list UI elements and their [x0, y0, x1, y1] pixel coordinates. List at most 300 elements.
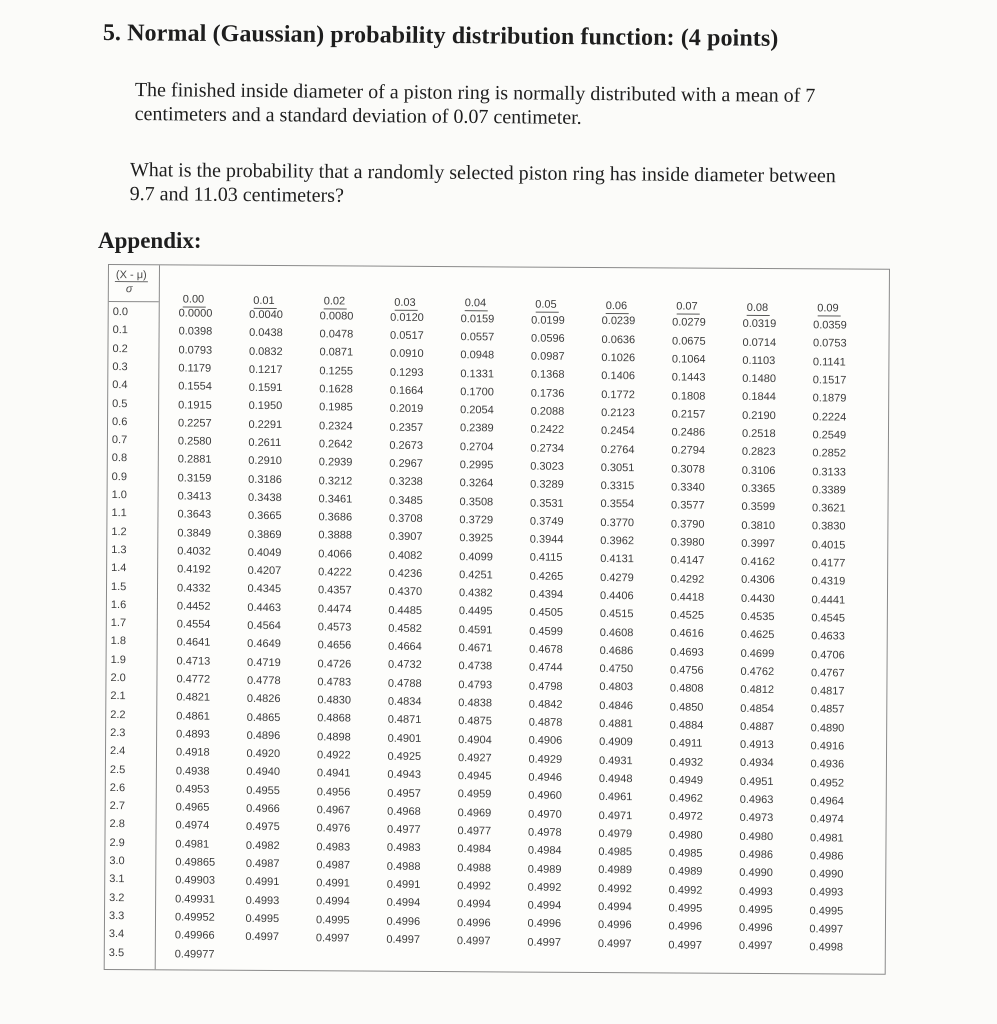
table-cell: 0.0000	[178, 307, 213, 320]
table-cell: 0.0359	[813, 319, 847, 332]
table-cell: 0.2123	[601, 406, 635, 420]
table-cell: 0.4997	[386, 933, 421, 946]
table-cell: 0.4582	[388, 622, 422, 635]
table-cell: 0.4981	[175, 838, 210, 851]
table-cell: 0.49966	[174, 929, 215, 942]
table-cell: 0.4959	[457, 788, 492, 801]
table-cell: 0.0199	[531, 314, 565, 327]
table-cell: 0.3729	[459, 514, 494, 527]
table-cell: 0.4306	[741, 574, 775, 587]
table-cell: 0.4830	[317, 694, 352, 707]
table-cell: 0.4756	[669, 664, 704, 677]
table-cell: 0.49952	[174, 911, 215, 924]
table-cell: 0.3238	[389, 476, 423, 489]
table-cell: 0.4671	[458, 642, 493, 655]
table-cell: 0.4762	[740, 665, 775, 678]
table-cell: 0.4951	[739, 775, 774, 788]
table-cell: 0.2642	[318, 438, 353, 451]
table-cell: 0.4332	[176, 581, 211, 595]
table-cell: 0.4793	[458, 678, 493, 691]
table-cell: 0.4994	[527, 899, 562, 912]
table-cell: 0.3810	[741, 519, 776, 532]
table-cell: 0.4992	[527, 881, 562, 894]
table-cell: 0.2995	[459, 459, 494, 472]
table-cell: 0.4554	[176, 618, 211, 631]
table-cell: 0.4996	[386, 915, 421, 928]
table-cell: 0.3686	[318, 511, 353, 524]
column-header: 0.05	[535, 298, 557, 311]
table-cell: 0.3869	[247, 528, 282, 541]
table-cell: 0.4441	[811, 593, 846, 607]
table-cell: 0.3133	[812, 465, 846, 479]
table-cell: 0.1554	[178, 380, 212, 393]
table-cell: 0.0910	[389, 348, 424, 361]
question-context: The finished inside diameter of a piston ring is normally distributed with a mean of 7 centimeters and a standard deviation of 0.07 centimeter.	[134, 78, 816, 129]
table-cell: 0.4916	[810, 740, 845, 753]
table-cell: 0.4474	[317, 602, 352, 616]
z-value: 0.7	[111, 434, 128, 447]
table-cell: 0.4292	[670, 572, 705, 586]
z-column	[105, 265, 160, 969]
table-cell: 0.0159	[460, 312, 495, 325]
table-cell: 0.4973	[739, 812, 774, 825]
table-cell: 0.4838	[458, 697, 493, 710]
z-column-header	[109, 265, 159, 302]
table-cell: 0.1179	[178, 362, 212, 375]
table-cell: 0.4996	[527, 917, 562, 931]
table-cell: 0.4564	[247, 619, 281, 633]
table-cell: 0.4997	[809, 923, 844, 936]
table-cell: 0.3599	[741, 501, 776, 514]
table-cell: 0.4987	[316, 859, 351, 872]
table-cell: 0.1700	[460, 385, 494, 399]
table-cell: 0.4992	[598, 882, 632, 895]
appendix-heading: Appendix:	[98, 228, 202, 253]
table-cell: 0.0080	[319, 310, 354, 323]
table-cell: 0.4982	[245, 839, 280, 852]
table-cell: 0.3106	[741, 464, 776, 477]
table-cell: 0.4927	[457, 751, 492, 765]
table-cell: 0.4656	[317, 639, 352, 652]
table-cell: 0.4943	[387, 768, 422, 782]
table-cell: 0.4099	[459, 550, 493, 563]
table-cell: 0.4991	[386, 878, 421, 891]
table-cell: 0.4599	[529, 625, 563, 638]
table-cell: 0.4861	[176, 710, 210, 723]
table-cell: 0.4881	[599, 718, 633, 731]
table-cell: 0.2157	[671, 408, 706, 421]
table-cell: 0.2291	[248, 418, 283, 431]
table-cell: 0.1591	[248, 381, 283, 395]
table-cell: 0.4995	[245, 912, 280, 925]
table-cell: 0.4909	[599, 736, 633, 749]
table-cell: 0.4996	[597, 919, 632, 932]
table-cell: 0.0040	[249, 308, 283, 321]
table-cell: 0.3790	[670, 518, 705, 531]
table-cell: 0.1331	[460, 367, 495, 380]
table-cell: 0.0987	[530, 350, 565, 363]
question-prompt: What is the probability that a randomly selected piston ring has inside diameter between 9.7 and 11.03 centimeters?	[129, 158, 836, 207]
table-cell: 0.4901	[387, 732, 422, 745]
table-cell: 0.4857	[810, 703, 845, 716]
table-cell: 0.4994	[386, 897, 421, 910]
table-cell: 0.1808	[671, 389, 706, 403]
table-cell: 0.4713	[176, 655, 211, 668]
z-value: 1.7	[110, 617, 127, 630]
table-cell: 0.4991	[316, 877, 350, 890]
table-cell: 0.4015	[811, 538, 846, 552]
column-header: 0.01	[253, 294, 275, 307]
table-cell: 0.4976	[316, 822, 351, 835]
table-cell: 0.4573	[317, 621, 352, 634]
table-cell: 0.4955	[246, 784, 280, 797]
table-cell: 0.3708	[388, 512, 423, 525]
table-cell: 0.4878	[528, 716, 563, 729]
table-cell: 0.4984	[527, 844, 562, 857]
table-cell: 0.4978	[527, 826, 562, 839]
table-cell: 0.4995	[315, 913, 350, 927]
table-cell: 0.3413	[177, 490, 212, 503]
table-cell: 0.3531	[530, 497, 564, 510]
table-cell: 0.3944	[529, 533, 564, 546]
table-cell: 0.4968	[387, 805, 421, 818]
table-cell: 0.4941	[316, 767, 351, 780]
table-cell: 0.4981	[809, 831, 844, 845]
table-cell: 0.2324	[318, 419, 353, 433]
table-cell: 0.1255	[319, 364, 354, 378]
table-cell: 0.3485	[389, 494, 423, 507]
table-cell: 0.4929	[528, 753, 563, 766]
table-cell: 0.4975	[246, 821, 280, 834]
table-cell: 0.3665	[247, 510, 282, 523]
table-cell: 0.2257	[177, 417, 212, 430]
table-cell: 0.4992	[457, 880, 491, 893]
table-cell: 0.3925	[459, 532, 494, 545]
table-cell: 0.4932	[669, 755, 704, 769]
table-cell: 0.4032	[177, 545, 211, 558]
table-cell: 0.0636	[601, 333, 636, 346]
table-cell: 0.4997	[527, 936, 562, 949]
table-cell: 0.2454	[600, 425, 635, 438]
z-value: 0.3	[112, 360, 128, 374]
table-cell: 0.4738	[458, 660, 493, 673]
table-cell: 0.4495	[458, 605, 493, 618]
table-cell: 0.4997	[597, 937, 632, 950]
z-value: 2.9	[109, 836, 125, 849]
table-cell: 0.1064	[671, 353, 706, 366]
header-denominator: σ	[125, 283, 133, 296]
z-value: 0.1	[112, 324, 128, 337]
table-cell: 0.4633	[811, 630, 845, 643]
table-cell: 0.3749	[529, 515, 564, 528]
table-cell: 0.4945	[457, 770, 492, 783]
table-cell: 0.3159	[177, 472, 212, 485]
table-cell: 0.4988	[457, 861, 492, 874]
z-value: 1.0	[111, 489, 127, 502]
table-cell: 0.4817	[810, 685, 845, 698]
z-value: 1.1	[111, 507, 127, 520]
table-cell: 0.1480	[742, 372, 777, 386]
table-cell: 0.4971	[598, 809, 633, 822]
table-cell: 0.0517	[390, 329, 424, 342]
table-cell: 0.3643	[177, 508, 212, 521]
table-cell: 0.2019	[389, 402, 424, 416]
table-cell: 0.4854	[740, 702, 774, 715]
table-cell: 0.4893	[176, 728, 210, 741]
table-cell: 0.3315	[600, 480, 635, 493]
z-value: 3.1	[109, 873, 125, 886]
table-cell: 0.2054	[460, 404, 494, 417]
table-cell: 0.4990	[739, 867, 773, 880]
z-value: 0.6	[111, 415, 128, 428]
table-cell: 0.4115	[529, 551, 563, 565]
table-cell: 0.4345	[247, 583, 282, 596]
table-cell: 0.4370	[388, 585, 423, 599]
table-cell: 0.4985	[668, 847, 703, 860]
table-cell: 0.4984	[457, 843, 492, 856]
table-cell: 0.4798	[528, 680, 563, 693]
table-cell: 0.2224	[812, 410, 847, 424]
table-cell: 0.4265	[529, 570, 564, 583]
table-cell: 0.1844	[742, 391, 776, 404]
z-value: 2.2	[110, 708, 126, 721]
table-cell: 0.4969	[457, 806, 492, 820]
table-cell: 0.0557	[460, 331, 495, 344]
z-value: 3.5	[108, 946, 125, 959]
table-cell: 0.4994	[316, 895, 350, 908]
table-cell: 0.4940	[246, 766, 281, 779]
table-cell: 0.4871	[387, 714, 422, 727]
table-cell: 0.4418	[670, 591, 705, 604]
table-cell: 0.4222	[318, 566, 352, 579]
table-cell: 0.3023	[530, 460, 564, 473]
table-cell: 0.4979	[598, 827, 633, 841]
table-cell: 0.4996	[668, 920, 703, 933]
table-cell: 0.4049	[247, 546, 282, 559]
table-cell: 0.49977	[174, 947, 215, 961]
table-cell: 0.3365	[741, 482, 776, 495]
table-cell: 0.4251	[459, 568, 493, 582]
table-cell: 0.4953	[175, 783, 210, 796]
table-cell: 0.2734	[530, 442, 565, 455]
table-cell: 0.4997	[668, 938, 703, 952]
table-cell: 0.49931	[175, 893, 215, 906]
z-value: 2.1	[110, 690, 126, 703]
table-cell: 0.4996	[456, 916, 491, 929]
table-cell: 0.0438	[249, 327, 283, 340]
z-value: 0.9	[111, 470, 128, 483]
table-cell: 0.4980	[668, 829, 703, 842]
table-cell: 0.0714	[742, 336, 777, 349]
table-cell: 0.0948	[460, 349, 495, 362]
table-cell: 0.4987	[245, 857, 280, 870]
table-cell: 0.1368	[530, 368, 565, 382]
table-cell: 0.4868	[317, 712, 351, 725]
z-value: 2.3	[110, 726, 126, 740]
z-value: 0.5	[112, 397, 128, 410]
table-cell: 0.4934	[739, 757, 774, 770]
z-value: 2.6	[109, 781, 126, 794]
table-cell: 0.2088	[530, 405, 565, 418]
table-cell: 0.3830	[811, 520, 846, 533]
table-cell: 0.2704	[459, 440, 494, 454]
table-cell: 0.1879	[812, 392, 847, 405]
table-cell: 0.4993	[245, 894, 280, 907]
table-cell: 0.2939	[318, 456, 353, 469]
table-cell: 0.4834	[387, 695, 422, 708]
table-cell: 0.4788	[387, 677, 422, 690]
table-cell: 0.4890	[810, 721, 845, 735]
table-cell: 0.4993	[809, 886, 844, 899]
column-header: 0.08	[746, 301, 769, 314]
z-value: 1.5	[110, 580, 127, 593]
table-cell: 0.4962	[669, 792, 703, 805]
table-cell: 0.4778	[246, 674, 281, 687]
table-cell: 0.3438	[248, 491, 282, 504]
table-cell: 0.4699	[740, 647, 775, 660]
z-value: 3.3	[108, 909, 125, 923]
table-cell: 0.4995	[739, 903, 773, 916]
table-cell: 0.4986	[809, 850, 844, 863]
table-cell: 0.4616	[670, 627, 704, 641]
table-cell: 0.2357	[389, 421, 424, 434]
table-cell: 0.1406	[601, 370, 636, 383]
table-cell: 0.4896	[246, 729, 281, 742]
table-cell: 0.1985	[319, 401, 353, 414]
table-cell: 0.3980	[670, 536, 705, 549]
z-value: 1.6	[110, 598, 127, 611]
table-cell: 0.4865	[246, 711, 281, 724]
table-cell: 0.4625	[740, 629, 775, 642]
table-cell: 0.4608	[599, 626, 634, 639]
table-cell: 0.4997	[738, 940, 773, 953]
table-cell: 0.4965	[175, 801, 210, 814]
table-cell: 0.4719	[247, 656, 281, 669]
table-cell: 0.2967	[389, 457, 423, 471]
table-cell: 0.4649	[247, 638, 281, 651]
table-cell: 0.4236	[388, 567, 423, 580]
z-value: 1.2	[111, 525, 127, 538]
table-cell: 0.4961	[598, 791, 633, 804]
table-cell: 0.4515	[599, 608, 634, 621]
table-cell: 0.0239	[601, 315, 636, 328]
table-cell: 0.3907	[388, 531, 423, 544]
table-cell: 0.4964	[810, 795, 844, 808]
table-cell: 0.3997	[741, 537, 775, 550]
z-value: 1.8	[110, 635, 127, 648]
table-cell: 0.4162	[741, 555, 775, 569]
table-cell: 0.4357	[317, 584, 352, 597]
table-cell: 0.2673	[389, 439, 424, 452]
z-value: 2.0	[110, 672, 126, 685]
table-cell: 0.4846	[599, 699, 634, 712]
table-cell: 0.1141	[812, 355, 846, 369]
table-cell: 0.4875	[458, 715, 492, 728]
table-cell: 0.4750	[599, 663, 634, 676]
table-cell: 0.4382	[458, 587, 493, 600]
table-cell: 0.1915	[178, 398, 212, 412]
table-cell: 0.0753	[812, 337, 847, 350]
table-cell: 0.0596	[531, 332, 565, 345]
table-cell: 0.4997	[315, 932, 350, 945]
z-value: 1.4	[111, 562, 127, 575]
table-cell: 0.4989	[527, 863, 562, 876]
z-value: 1.9	[110, 653, 126, 666]
table-cell: 0.4920	[246, 747, 281, 761]
table-cell: 0.4678	[529, 643, 563, 656]
column-header: 0.06	[605, 299, 628, 312]
table-cell: 0.3389	[812, 484, 846, 497]
table-cell: 0.4887	[740, 720, 774, 733]
table-cell: 0.4913	[740, 738, 774, 752]
table-cell: 0.4989	[668, 865, 703, 878]
table-cell: 0.4545	[811, 612, 846, 625]
table-cell: 0.4904	[458, 733, 492, 746]
table-cell: 0.4952	[810, 776, 845, 790]
table-cell: 0.4535	[740, 610, 775, 624]
table-cell: 0.2910	[248, 455, 282, 468]
table-cell: 0.3340	[671, 481, 705, 494]
table-cell: 0.2823	[741, 446, 776, 459]
table-cell: 0.1517	[812, 374, 847, 387]
table-cell: 0.1950	[248, 400, 283, 413]
table-cell: 0.4177	[811, 557, 846, 570]
table-cell: 0.4995	[809, 904, 844, 918]
question-title: 5. Normal (Gaussian) probability distribution function: (4 points)	[102, 20, 779, 52]
table-cell: 0.4972	[669, 810, 703, 824]
table-cell: 0.4938	[175, 764, 210, 778]
table-cell: 0.4906	[528, 734, 563, 748]
z-value: 2.7	[109, 800, 126, 813]
table-cell: 0.0319	[742, 318, 777, 331]
table-cell: 0.4957	[387, 787, 421, 800]
table-cell: 0.0832	[248, 345, 283, 358]
table-cell: 0.4706	[811, 648, 845, 662]
table-cell: 0.4946	[528, 771, 563, 784]
table-cell: 0.3289	[530, 478, 564, 491]
table-cell: 0.4996	[738, 921, 773, 935]
table-cell: 0.2580	[177, 435, 212, 448]
table-cell: 0.4994	[457, 898, 491, 911]
table-cell: 0.4992	[668, 884, 703, 897]
table-cell: 0.2611	[248, 436, 282, 450]
table-cell: 0.4994	[598, 901, 632, 914]
z-value: 2.4	[109, 745, 126, 758]
table-cell: 0.4744	[529, 661, 563, 674]
table-cell: 0.1772	[601, 388, 635, 401]
table-cell: 0.2422	[530, 423, 565, 437]
z-value: 2.5	[109, 763, 126, 776]
table-cell: 0.2486	[671, 426, 706, 439]
table-cell: 0.4842	[528, 698, 563, 711]
column-header: 0.02	[323, 295, 346, 308]
table-cell: 0.0478	[319, 328, 354, 341]
table-cell: 0.0871	[319, 346, 354, 359]
table-cell: 0.4993	[739, 885, 773, 898]
table-cell: 0.3508	[459, 495, 494, 508]
table-cell: 0.4974	[810, 813, 844, 826]
z-value: 1.3	[111, 543, 127, 557]
table-cell: 0.4821	[176, 691, 211, 704]
column-header: 0.04	[464, 297, 487, 310]
table-cell: 0.4997	[456, 934, 491, 948]
column-header: 0.00	[182, 293, 205, 306]
table-cell: 0.49903	[175, 874, 216, 887]
table-cell: 0.4767	[810, 667, 845, 680]
table-cell: 0.4726	[317, 657, 352, 670]
table-cell: 0.4664	[388, 640, 422, 654]
table-cell: 0.1628	[319, 383, 353, 396]
